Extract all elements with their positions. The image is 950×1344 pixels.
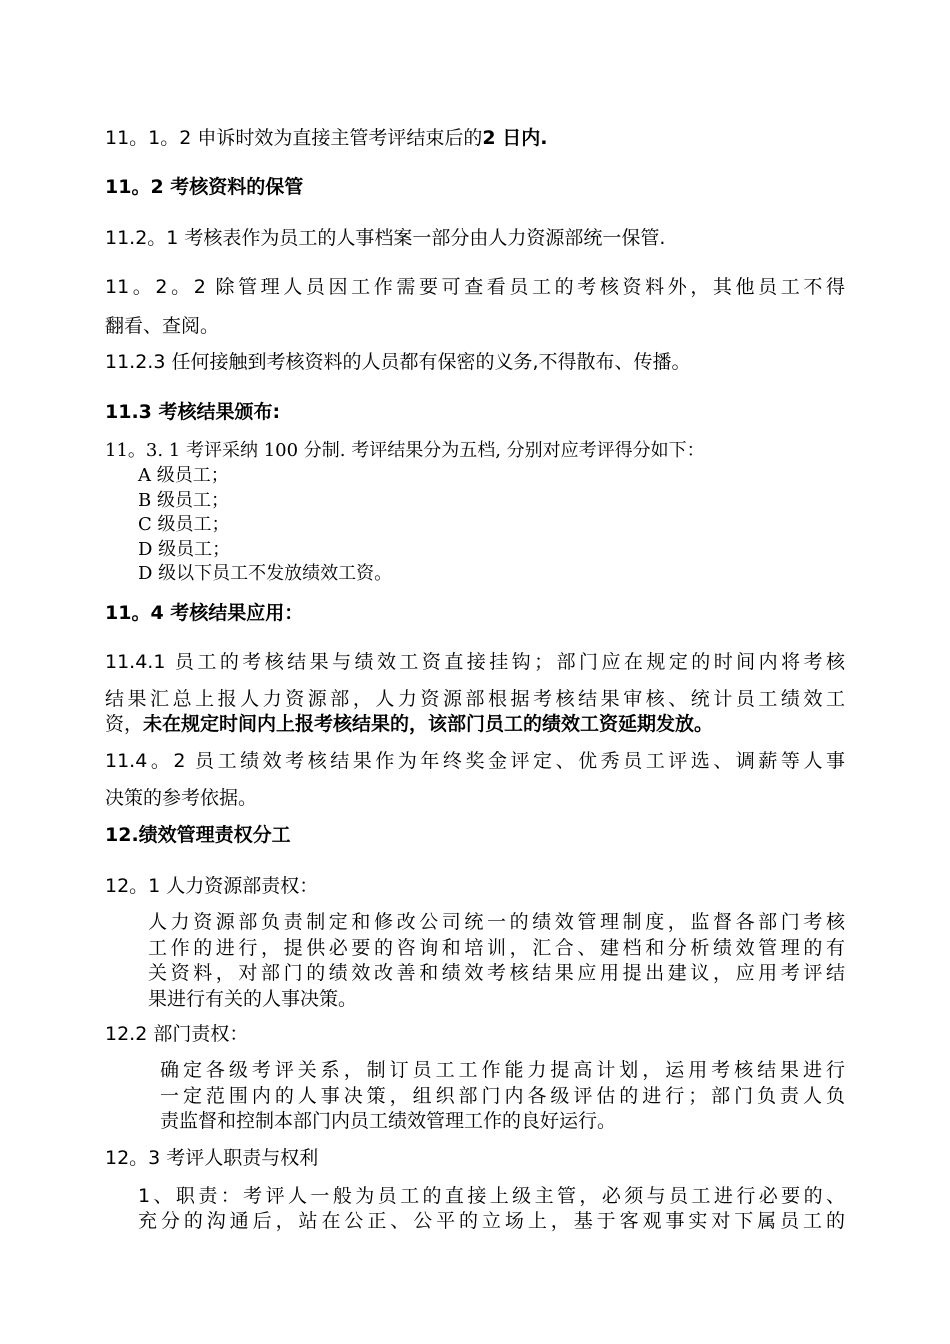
grade-item-a: A 级员工； <box>138 465 229 486</box>
paragraph-12-1-line4: 果进行有关的人事决策。 <box>148 988 358 1010</box>
heading-11-3: 11.3 考核结果颁布: <box>105 401 281 423</box>
heading-12-1: 12。1 人力资源部责权： <box>105 875 319 897</box>
paragraph-12-1-line3: 关资料，对部门的绩效改善和绩效考核结果应用提出建议，应用考评结 <box>148 962 845 984</box>
paragraph-11-2-2-line1: 11。2。2 除管理人员因工作需要可查看员工的考核资料外，其他员工不得 <box>105 276 845 298</box>
paragraph-11-4-2-line2: 决策的参考依据。 <box>105 787 258 809</box>
grade-item-b: B 级员工； <box>138 490 229 511</box>
paragraph-text: 11。1。2 申诉时效为直接主管考评结束后的 <box>105 127 483 149</box>
paragraph-bold-text: 未在规定时间内上报考核结果的，该部门员工的绩效工资延期发放。 <box>143 713 714 735</box>
paragraph-12-3-line2: 充分的沟通后，站在公正、公平的立场上，基于客观事实对下属员工的 <box>138 1210 845 1232</box>
paragraph-11-4-1-line1: 11.4.1 员工的考核结果与绩效工资直接挂钩；部门应在规定的时间内将考核 <box>105 651 845 673</box>
paragraph-11-4-2-line1: 11.4。2 员工绩效考核结果作为年终奖金评定、优秀员工评选、调薪等人事 <box>105 750 845 772</box>
paragraph-11-2-3: 11.2.3 任何接触到考核资料的人员都有保密的义务,不得散布、传播。 <box>105 351 691 373</box>
paragraph-11-2-2-line2: 翻看、查阅。 <box>105 315 220 337</box>
paragraph-11-4-1-line3 <box>105 712 845 736</box>
paragraph-12-2-line2: 一定范围内的人事决策，组织部门内各级评估的进行；部门负责人负 <box>160 1085 845 1107</box>
paragraph-bold-text: 2 日内. <box>482 127 548 149</box>
heading-11-4: 11。4 考核结果应用： <box>105 602 304 624</box>
heading-12: 12.绩效管理责权分工 <box>105 824 291 846</box>
paragraph-text: 资， <box>105 713 144 735</box>
grade-item-below-d: D 级以下员工不发放绩效工资。 <box>138 563 393 584</box>
paragraph-12-1-line1: 人力资源部负责制定和修改公司统一的绩效管理制度，监督各部门考核 <box>148 911 845 933</box>
heading-12-2: 12.2 部门责权： <box>105 1023 249 1045</box>
paragraph-12-3-line1: 1、职责：考评人一般为员工的直接上级主管，必须与员工进行必要的、 <box>138 1185 845 1207</box>
grade-item-c: C 级员工； <box>138 514 230 535</box>
heading-11-2: 11。2 考核资料的保管 <box>105 176 304 198</box>
paragraph-11-1-2 <box>105 126 845 150</box>
paragraph-12-1-line2: 工作的进行，提供必要的咨询和培训，汇合、建档和分析绩效管理的有 <box>148 937 845 959</box>
paragraph-11-4-1-line2: 结果汇总上报人力资源部，人力资源部根据考核结果审核、统计员工绩效工 <box>105 688 845 710</box>
grade-item-d: D 级员工； <box>138 539 231 560</box>
paragraph-12-2-line3: 责监督和控制本部门内员工绩效管理工作的良好运行。 <box>160 1110 617 1132</box>
paragraph-11-3-1: 11。3. 1 考评采纳 100 分制. 考评结果分为五档, 分别对应考评得分如下： <box>105 440 705 461</box>
paragraph-12-2-line1: 确定各级考评关系，制订员工工作能力提高计划，运用考核结果进行 <box>160 1059 845 1081</box>
heading-12-3: 12。3 考评人职责与权利 <box>105 1147 319 1169</box>
paragraph-11-2-1: 11.2。1 考核表作为员工的人事档案一部分由人力资源部统一保管. <box>105 227 666 249</box>
